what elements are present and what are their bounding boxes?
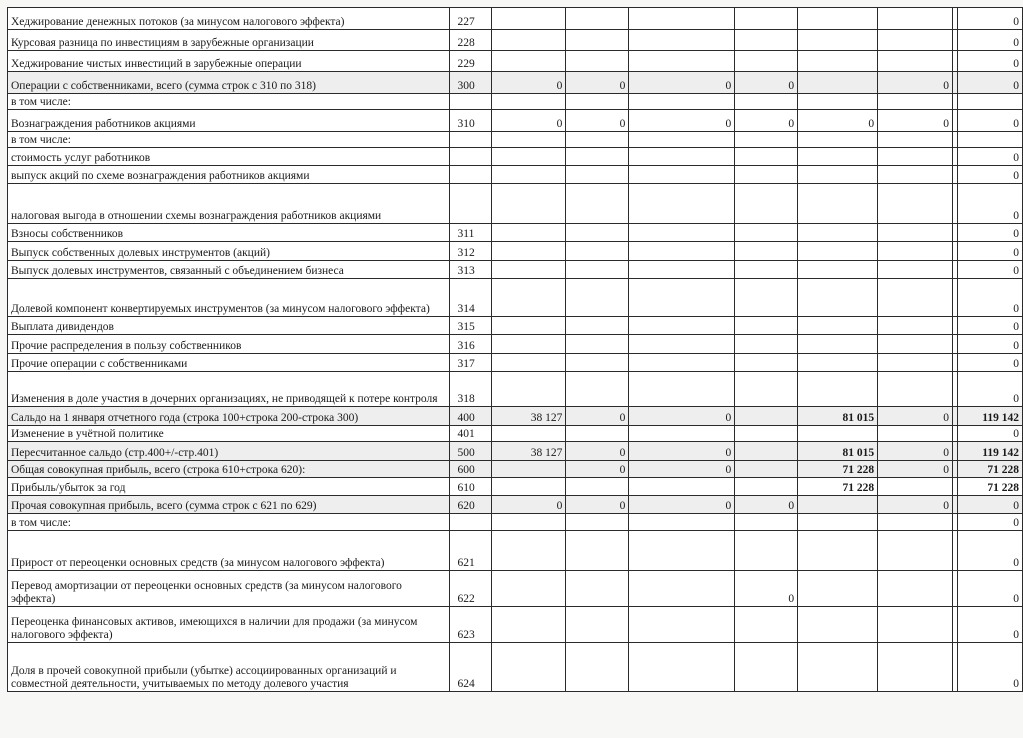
table-row xyxy=(8,496,1023,514)
value-cell xyxy=(492,354,566,372)
value-cell xyxy=(798,531,878,571)
table-row xyxy=(8,148,1023,166)
value-cell xyxy=(566,335,629,354)
value-cell xyxy=(735,30,798,51)
value-cell: 0 xyxy=(957,51,1022,72)
value-cell xyxy=(878,51,953,72)
value-cell: 0 xyxy=(878,72,953,94)
value-cell xyxy=(735,317,798,335)
value-cell xyxy=(492,166,566,184)
table-row xyxy=(8,184,1023,224)
value-cell xyxy=(492,30,566,51)
value-cell: 0 xyxy=(957,571,1022,607)
table-row xyxy=(8,372,1023,407)
row-code: 315 xyxy=(449,317,492,335)
table-row xyxy=(8,514,1023,531)
value-cell xyxy=(735,354,798,372)
row-code: 622 xyxy=(449,571,492,607)
table-row xyxy=(8,51,1023,72)
value-cell xyxy=(878,643,953,692)
value-cell xyxy=(878,426,953,442)
value-cell: 71 228 xyxy=(798,478,878,496)
table-row xyxy=(8,426,1023,442)
value-cell: 0 xyxy=(957,72,1022,94)
row-code xyxy=(449,94,492,110)
value-cell xyxy=(629,166,735,184)
table-row xyxy=(8,132,1023,148)
value-cell xyxy=(629,372,735,407)
value-cell: 71 228 xyxy=(957,461,1022,478)
value-cell: 0 xyxy=(957,317,1022,335)
value-cell xyxy=(629,184,735,224)
value-cell xyxy=(566,531,629,571)
value-cell xyxy=(735,8,798,30)
row-name: в том числе: xyxy=(8,94,450,110)
row-code: 314 xyxy=(449,279,492,317)
table-row xyxy=(8,30,1023,51)
value-cell xyxy=(629,607,735,643)
table-row xyxy=(8,261,1023,279)
value-cell: 0 xyxy=(629,461,735,478)
value-cell xyxy=(735,184,798,224)
value-cell xyxy=(566,166,629,184)
value-cell: 0 xyxy=(735,496,798,514)
value-cell xyxy=(735,335,798,354)
value-cell xyxy=(798,132,878,148)
value-cell xyxy=(798,372,878,407)
table-row xyxy=(8,335,1023,354)
row-code xyxy=(449,514,492,531)
value-cell xyxy=(629,30,735,51)
value-cell xyxy=(629,571,735,607)
value-cell xyxy=(957,94,1022,110)
row-code: 600 xyxy=(449,461,492,478)
value-cell xyxy=(878,242,953,261)
value-cell xyxy=(878,148,953,166)
value-cell xyxy=(735,514,798,531)
value-cell xyxy=(798,335,878,354)
value-cell xyxy=(629,317,735,335)
value-cell xyxy=(566,279,629,317)
value-cell xyxy=(735,279,798,317)
value-cell xyxy=(566,30,629,51)
value-cell xyxy=(566,261,629,279)
value-cell: 0 xyxy=(566,442,629,461)
value-cell xyxy=(878,514,953,531)
table-row xyxy=(8,224,1023,242)
row-name: Прирост от переоценки основных средств (за минусом налогового эффекта) xyxy=(8,531,450,571)
value-cell xyxy=(492,607,566,643)
value-cell xyxy=(566,317,629,335)
value-cell xyxy=(735,51,798,72)
row-name: Прибыль/убыток за год xyxy=(8,478,450,496)
value-cell xyxy=(798,607,878,643)
row-name: Сальдо на 1 января отчетного года (строка 100+строка 200-строка 300) xyxy=(8,407,450,426)
row-code: 623 xyxy=(449,607,492,643)
value-cell xyxy=(798,8,878,30)
value-cell xyxy=(492,242,566,261)
row-code xyxy=(449,132,492,148)
value-cell xyxy=(492,224,566,242)
value-cell xyxy=(878,279,953,317)
value-cell xyxy=(492,426,566,442)
value-cell: 0 xyxy=(957,354,1022,372)
table-row xyxy=(8,94,1023,110)
value-cell xyxy=(492,372,566,407)
value-cell xyxy=(492,643,566,692)
value-cell: 0 xyxy=(566,72,629,94)
row-name: Доля в прочей совокупной прибыли (убытке) ассоциированных организаций и совместной деятельности, учитываемых по методу долевого участия xyxy=(8,643,450,692)
table-row xyxy=(8,478,1023,496)
table-row xyxy=(8,317,1023,335)
value-cell xyxy=(798,184,878,224)
row-name: Операции с собственниками, всего (сумма строк с 310 по 318) xyxy=(8,72,450,94)
value-cell xyxy=(735,132,798,148)
row-code: 610 xyxy=(449,478,492,496)
value-cell xyxy=(629,224,735,242)
table-row xyxy=(8,607,1023,643)
row-code: 621 xyxy=(449,531,492,571)
row-name: Курсовая разница по инвестициям в зарубежные организации xyxy=(8,30,450,51)
table-row xyxy=(8,72,1023,94)
value-cell xyxy=(629,51,735,72)
row-name: налоговая выгода в отношении схемы вознаграждения работников акциями xyxy=(8,184,450,224)
value-cell: 0 xyxy=(878,461,953,478)
value-cell: 38 127 xyxy=(492,442,566,461)
row-code xyxy=(449,184,492,224)
value-cell xyxy=(566,224,629,242)
value-cell: 81 015 xyxy=(798,407,878,426)
table-row xyxy=(8,279,1023,317)
row-name: Вознаграждения работников акциями xyxy=(8,110,450,132)
value-cell xyxy=(492,132,566,148)
value-cell xyxy=(492,335,566,354)
value-cell xyxy=(878,607,953,643)
value-cell: 38 127 xyxy=(492,407,566,426)
value-cell: 0 xyxy=(878,110,953,132)
value-cell xyxy=(629,426,735,442)
value-cell xyxy=(798,148,878,166)
value-cell xyxy=(798,94,878,110)
row-code: 318 xyxy=(449,372,492,407)
value-cell: 81 015 xyxy=(798,442,878,461)
value-cell xyxy=(878,184,953,224)
row-name: Изменение в учётной политике xyxy=(8,426,450,442)
row-code: 317 xyxy=(449,354,492,372)
value-cell xyxy=(735,372,798,407)
value-cell xyxy=(735,94,798,110)
value-cell xyxy=(878,132,953,148)
row-code: 401 xyxy=(449,426,492,442)
value-cell xyxy=(566,94,629,110)
table-row xyxy=(8,407,1023,426)
value-cell xyxy=(492,514,566,531)
row-code: 620 xyxy=(449,496,492,514)
value-cell: 0 xyxy=(957,30,1022,51)
row-name: Прочие распределения в пользу собственников xyxy=(8,335,450,354)
value-cell: 0 xyxy=(957,335,1022,354)
row-name: Выпуск собственных долевых инструментов (акций) xyxy=(8,242,450,261)
value-cell xyxy=(566,51,629,72)
table-row xyxy=(8,8,1023,30)
row-name: Долевой компонент конвертируемых инструментов (за минусом налогового эффекта) xyxy=(8,279,450,317)
value-cell xyxy=(878,8,953,30)
table-row xyxy=(8,442,1023,461)
value-cell xyxy=(629,643,735,692)
row-code: 228 xyxy=(449,30,492,51)
value-cell xyxy=(735,242,798,261)
value-cell xyxy=(566,242,629,261)
value-cell xyxy=(798,166,878,184)
table-row xyxy=(8,461,1023,478)
value-cell xyxy=(492,51,566,72)
value-cell xyxy=(566,426,629,442)
value-cell xyxy=(629,261,735,279)
value-cell xyxy=(798,30,878,51)
row-code: 311 xyxy=(449,224,492,242)
value-cell xyxy=(492,148,566,166)
value-cell xyxy=(566,354,629,372)
value-cell xyxy=(735,643,798,692)
row-name: Прочие операции с собственниками xyxy=(8,354,450,372)
table-row xyxy=(8,110,1023,132)
value-cell xyxy=(492,571,566,607)
value-cell: 71 228 xyxy=(798,461,878,478)
value-cell xyxy=(798,571,878,607)
value-cell: 0 xyxy=(957,643,1022,692)
value-cell: 0 xyxy=(957,242,1022,261)
value-cell: 0 xyxy=(492,496,566,514)
value-cell: 71 228 xyxy=(957,478,1022,496)
row-name: Общая совокупная прибыль, всего (строка 610+строка 620): xyxy=(8,461,450,478)
row-name: Переоценка финансовых активов, имеющихся в наличии для продажи (за минусом налогового эффекта) xyxy=(8,607,450,643)
table-row xyxy=(8,242,1023,261)
value-cell xyxy=(566,478,629,496)
value-cell xyxy=(878,30,953,51)
value-cell: 0 xyxy=(878,442,953,461)
value-cell: 0 xyxy=(957,372,1022,407)
row-code xyxy=(449,166,492,184)
value-cell xyxy=(735,148,798,166)
value-cell: 0 xyxy=(957,426,1022,442)
value-cell xyxy=(492,531,566,571)
value-cell: 0 xyxy=(629,72,735,94)
value-cell xyxy=(735,478,798,496)
row-name: Прочая совокупная прибыль, всего (сумма строк с 621 по 629) xyxy=(8,496,450,514)
value-cell: 0 xyxy=(957,184,1022,224)
value-cell: 0 xyxy=(629,407,735,426)
value-cell: 0 xyxy=(957,607,1022,643)
value-cell: 119 142 xyxy=(957,407,1022,426)
value-cell: 0 xyxy=(957,279,1022,317)
value-cell xyxy=(798,279,878,317)
value-cell: 0 xyxy=(566,461,629,478)
table-row xyxy=(8,166,1023,184)
value-cell xyxy=(566,148,629,166)
value-cell xyxy=(566,643,629,692)
value-cell xyxy=(798,224,878,242)
value-cell xyxy=(735,461,798,478)
row-code: 313 xyxy=(449,261,492,279)
value-cell xyxy=(878,571,953,607)
row-name: стоимость услуг работников xyxy=(8,148,450,166)
table-row xyxy=(8,531,1023,571)
value-cell xyxy=(492,184,566,224)
value-cell xyxy=(566,514,629,531)
value-cell xyxy=(492,261,566,279)
value-cell: 0 xyxy=(957,224,1022,242)
value-cell: 0 xyxy=(957,496,1022,514)
value-cell xyxy=(629,335,735,354)
value-cell xyxy=(798,72,878,94)
value-cell xyxy=(492,461,566,478)
table-row xyxy=(8,643,1023,692)
value-cell: 0 xyxy=(878,496,953,514)
value-cell xyxy=(798,317,878,335)
value-cell xyxy=(878,478,953,496)
value-cell xyxy=(492,279,566,317)
value-cell: 0 xyxy=(629,110,735,132)
value-cell: 0 xyxy=(798,110,878,132)
value-cell xyxy=(566,184,629,224)
value-cell xyxy=(878,94,953,110)
value-cell xyxy=(798,242,878,261)
value-cell xyxy=(735,531,798,571)
value-cell xyxy=(878,354,953,372)
value-cell: 0 xyxy=(957,166,1022,184)
value-cell xyxy=(629,242,735,261)
value-cell xyxy=(492,8,566,30)
value-cell: 0 xyxy=(957,8,1022,30)
value-cell: 0 xyxy=(492,110,566,132)
value-cell xyxy=(629,94,735,110)
value-cell xyxy=(798,496,878,514)
value-cell: 0 xyxy=(878,407,953,426)
row-code: 500 xyxy=(449,442,492,461)
value-cell: 0 xyxy=(957,514,1022,531)
value-cell xyxy=(566,372,629,407)
value-cell: 0 xyxy=(957,531,1022,571)
value-cell: 0 xyxy=(629,496,735,514)
value-cell xyxy=(798,354,878,372)
value-cell xyxy=(798,514,878,531)
value-cell: 0 xyxy=(957,261,1022,279)
row-code: 300 xyxy=(449,72,492,94)
table-row xyxy=(8,354,1023,372)
value-cell: 0 xyxy=(735,110,798,132)
value-cell xyxy=(566,8,629,30)
value-cell xyxy=(629,354,735,372)
value-cell: 119 142 xyxy=(957,442,1022,461)
row-name: Выплата дивидендов xyxy=(8,317,450,335)
value-cell: 0 xyxy=(957,110,1022,132)
value-cell xyxy=(735,166,798,184)
row-name: выпуск акций по схеме вознаграждения работников акциями xyxy=(8,166,450,184)
row-code: 312 xyxy=(449,242,492,261)
value-cell: 0 xyxy=(629,442,735,461)
row-name: Перевод амортизации от переоценки основных средств (за минусом налогового эффекта) xyxy=(8,571,450,607)
equity-changes-table xyxy=(7,7,1023,692)
value-cell: 0 xyxy=(735,72,798,94)
value-cell: 0 xyxy=(566,496,629,514)
value-cell xyxy=(629,8,735,30)
row-code xyxy=(449,148,492,166)
row-name: в том числе: xyxy=(8,514,450,531)
row-code: 310 xyxy=(449,110,492,132)
row-name: Хеджирование чистых инвестиций в зарубежные операции xyxy=(8,51,450,72)
value-cell xyxy=(798,51,878,72)
value-cell xyxy=(566,571,629,607)
value-cell: 0 xyxy=(566,407,629,426)
value-cell xyxy=(878,166,953,184)
row-code: 229 xyxy=(449,51,492,72)
row-name: в том числе: xyxy=(8,132,450,148)
value-cell: 0 xyxy=(735,571,798,607)
value-cell xyxy=(629,531,735,571)
value-cell xyxy=(629,478,735,496)
value-cell xyxy=(878,224,953,242)
row-code: 400 xyxy=(449,407,492,426)
value-cell xyxy=(566,607,629,643)
value-cell xyxy=(957,132,1022,148)
value-cell xyxy=(735,426,798,442)
value-cell xyxy=(798,426,878,442)
value-cell xyxy=(566,132,629,148)
value-cell xyxy=(735,607,798,643)
value-cell xyxy=(629,132,735,148)
value-cell: 0 xyxy=(957,148,1022,166)
value-cell: 0 xyxy=(492,72,566,94)
value-cell xyxy=(735,261,798,279)
value-cell xyxy=(492,478,566,496)
value-cell xyxy=(735,224,798,242)
value-cell xyxy=(629,514,735,531)
table-row xyxy=(8,571,1023,607)
value-cell xyxy=(492,317,566,335)
value-cell xyxy=(629,148,735,166)
value-cell xyxy=(878,372,953,407)
value-cell xyxy=(492,94,566,110)
value-cell xyxy=(878,531,953,571)
row-name: Изменения в доле участия в дочерних организациях, не приводящей к потере контроля xyxy=(8,372,450,407)
value-cell xyxy=(798,261,878,279)
row-name: Выпуск долевых инструментов, связанный с объединением бизнеса xyxy=(8,261,450,279)
value-cell xyxy=(878,317,953,335)
value-cell: 0 xyxy=(566,110,629,132)
value-cell xyxy=(735,407,798,426)
row-name: Хеджирование денежных потоков (за минусом налогового эффекта) xyxy=(8,8,450,30)
value-cell xyxy=(878,335,953,354)
value-cell xyxy=(735,442,798,461)
row-code: 624 xyxy=(449,643,492,692)
value-cell xyxy=(878,261,953,279)
row-code: 227 xyxy=(449,8,492,30)
value-cell xyxy=(798,643,878,692)
value-cell xyxy=(629,279,735,317)
row-name: Пересчитанное сальдо (стр.400+/-стр.401) xyxy=(8,442,450,461)
row-code: 316 xyxy=(449,335,492,354)
row-name: Взносы собственников xyxy=(8,224,450,242)
